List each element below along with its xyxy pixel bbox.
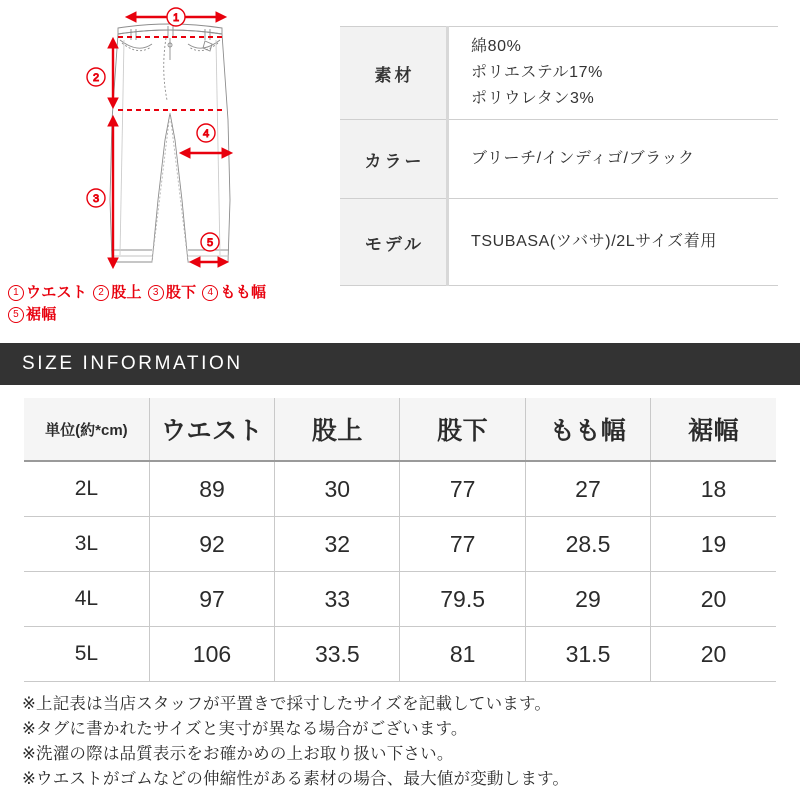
cell-size: 3L [24, 517, 149, 572]
svg-text:1: 1 [172, 12, 180, 24]
cell-size: 2L [24, 461, 149, 517]
cell-inseam: 81 [400, 627, 525, 682]
note-line: ※上記表は当店スタッフが平置きで採寸したサイズを記載しています。 [22, 695, 552, 713]
size-header-rise: 股上 [275, 398, 400, 461]
spec-label-color: カラー [340, 120, 448, 199]
note-line: ※洗濯の際は品質表示をお確かめの上お取り扱い下さい。 [22, 745, 454, 763]
cell-rise: 33 [275, 572, 400, 627]
circled-number-3-icon: 3 [148, 285, 164, 301]
spec-value-material [448, 27, 779, 120]
circled-number-2-icon: 2 [93, 285, 109, 301]
svg-text:5: 5 [206, 237, 214, 249]
size-notes [0, 682, 800, 792]
cell-inseam: 77 [400, 517, 525, 572]
cell-waist: 97 [149, 572, 274, 627]
cell-size: 5L [24, 627, 149, 682]
banner-title: SIZE INFORMATION [22, 353, 243, 374]
material-line-polyester: ポリエステル17% [471, 64, 603, 81]
circled-number-1-icon: 1 [8, 285, 24, 301]
cell-thigh: 27 [525, 461, 650, 517]
legend-item-waist [8, 282, 87, 304]
cell-thigh: 31.5 [525, 627, 650, 682]
specification-panel [340, 0, 800, 343]
cell-size: 4L [24, 572, 149, 627]
table-row [24, 517, 776, 572]
legend-item-hem [8, 304, 57, 326]
cell-hem: 18 [651, 461, 776, 517]
cell-hem: 20 [651, 572, 776, 627]
material-line-polyurethane: ポリウレタン3% [471, 90, 595, 107]
cell-inseam: 79.5 [400, 572, 525, 627]
circled-number-4-icon: 4 [202, 285, 218, 301]
measurement-legend [8, 282, 328, 326]
spec-label-material: 素材 [340, 27, 448, 120]
cell-thigh: 29 [525, 572, 650, 627]
legend-item-inseam [148, 282, 197, 304]
svg-text:3: 3 [92, 193, 100, 205]
svg-text:4: 4 [202, 128, 210, 140]
legend-label-hem: 裾幅 [26, 306, 57, 323]
legend-item-thigh [202, 282, 266, 304]
cell-rise: 33.5 [275, 627, 400, 682]
table-row [24, 572, 776, 627]
size-table-header-row [24, 398, 776, 461]
size-header-thigh: もも幅 [525, 398, 650, 461]
legend-label-thigh: もも幅 [220, 284, 267, 301]
cell-rise: 30 [275, 461, 400, 517]
material-line-cotton: 綿80% [471, 38, 522, 55]
table-row [24, 627, 776, 682]
spec-row-model [340, 199, 778, 286]
size-information-table [24, 398, 776, 682]
legend-item-rise [93, 282, 142, 304]
size-header-waist: ウエスト [149, 398, 274, 461]
note-line: ※タグに書かれたサイズと実寸が異なる場合がございます。 [22, 720, 468, 738]
svg-text:2: 2 [92, 72, 100, 84]
table-row [24, 461, 776, 517]
legend-label-waist: ウエスト [26, 284, 88, 301]
size-header-hem: 裾幅 [651, 398, 776, 461]
note-line: ※ウエストがゴムなどの伸縮性がある素材の場合、最大値が変動します。 [22, 770, 570, 788]
specification-table [340, 26, 778, 286]
spec-label-model: モデル [340, 199, 448, 286]
measurement-diagram-panel [0, 0, 340, 343]
cell-waist: 89 [149, 461, 274, 517]
legend-label-rise: 股上 [111, 284, 142, 301]
cell-hem: 20 [651, 627, 776, 682]
product-info-section [0, 0, 800, 343]
spec-value-model: TSUBASA(ツバサ)/2Lサイズ着用 [448, 199, 779, 286]
cell-rise: 32 [275, 517, 400, 572]
spec-row-color [340, 120, 778, 199]
jeans-measurement-diagram [0, 0, 340, 285]
cell-inseam: 77 [400, 461, 525, 517]
cell-thigh: 28.5 [525, 517, 650, 572]
cell-hem: 19 [651, 517, 776, 572]
size-header-unit: 単位(約*cm) [24, 398, 149, 461]
circled-number-5-icon: 5 [8, 307, 24, 323]
spec-value-color: ブリーチ/インディゴ/ブラック [448, 120, 779, 199]
size-header-inseam: 股下 [400, 398, 525, 461]
spec-row-material [340, 27, 778, 120]
cell-waist: 92 [149, 517, 274, 572]
size-information-banner [0, 343, 800, 385]
legend-label-inseam: 股下 [165, 284, 197, 301]
size-table-panel [0, 385, 800, 682]
cell-waist: 106 [149, 627, 274, 682]
